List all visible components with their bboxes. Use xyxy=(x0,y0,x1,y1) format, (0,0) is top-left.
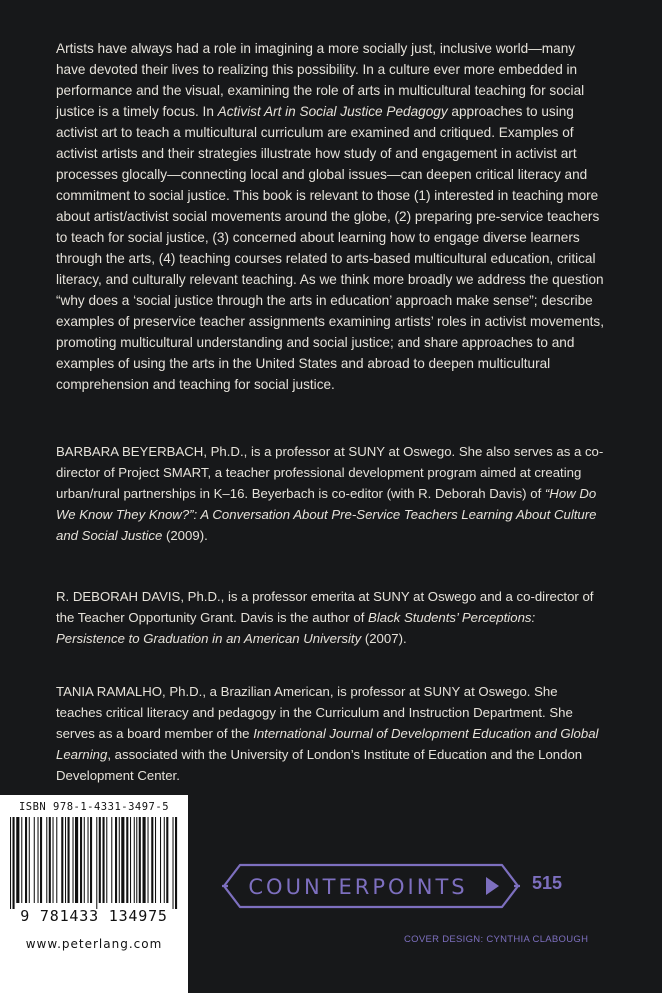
bio-text: , Ph.D., a Brazilian American, is professor at SUNY at Oswego. She teaches critical literacy and pedagogy in the Curriculum and Instruction Department. She serves as a board member of the xyxy=(56,684,573,741)
series-number: 515 xyxy=(532,873,563,893)
counterpoints-logo-text: COUNTERPOINTS xyxy=(248,875,468,899)
back-cover-blurb xyxy=(56,38,604,395)
barcode-digits: 9 781433 134975 xyxy=(20,907,168,925)
bio-text-end: , associated with the University of London’s Institute of Education and the London Development Center. xyxy=(56,747,583,783)
author-name: R. DEBORAH DAVIS xyxy=(56,589,181,604)
play-arrow-icon xyxy=(486,877,499,895)
publisher-website: www.peterlang.com xyxy=(25,937,163,951)
author-bio-beyerbach xyxy=(56,441,604,546)
isbn-label: ISBN 978-1-4331-3497-5 xyxy=(18,801,170,813)
author-bio-ramalho xyxy=(56,681,604,786)
author-bio-davis xyxy=(56,586,604,649)
blurb-text-part1: Artists have always had a role in imagining a more socially just, inclusive world—many have devoted their lives to realizing this possibility. In a culture ever more embedded in performance and the visual, examining the role of arts in multicultural teaching for social justice is a timely focus. In xyxy=(56,41,585,119)
bio-book-title: “How Do We Know They Know?”: A Conversation About Pre-Service Teachers Learning About Culture and Social Justice xyxy=(56,486,597,543)
blurb-book-title: Activist Art in Social Justice Pedagogy xyxy=(217,104,448,119)
counterpoints-series-logo xyxy=(218,855,524,917)
author-name: BARBARA BEYERBACH xyxy=(56,444,204,459)
blurb-text-part2: approaches to using activist art to teach a multicultural curriculum are examined and critiqued. Examples of activist artists and their strategies illustrate how study of and engagement in activist art processes glocally—connecting local and global issues—can deepen critical literacy and commitment to social justice. This book is relevant to those (1) interested in teaching more about artist/activist social movements around the globe, (2) preparing pre-service teachers to teach for social justice, (3) concerned about learning how to engage diverse learners through the arts, (4) teaching courses related to arts-based multicultural education, critical literacy, and culturally relevant teaching. As we think more broadly we address the question “why does a ‘social justice through the arts in education’ approach make sense”; describe examples of preservice teacher assignments examining artists’ roles in activist movements, promoting multicultural understanding and social justice; and share approaches to and examples of using the arts in the United States and abroad to deepen multicultural comprehension and teaching for social justice. xyxy=(56,104,604,392)
bio-text: , Ph.D., is a professor at SUNY at Oswego. She also serves as a co-director of Project SMART, a teacher professional development program aimed at creating urban/rural partnerships in K–16. Beyerbach is co-editor (with R. Deborah Davis) of xyxy=(56,444,604,501)
bio-journal-title: International Journal of Development Education and Global Learning xyxy=(56,726,599,762)
cover-design-credit: COVER DESIGN: CYNTHIA CLABOUGH xyxy=(404,934,589,945)
bio-book-title: Black Students’ Perceptions: Persistence to Graduation in an American University xyxy=(56,610,536,646)
author-name: TANIA RAMALHO xyxy=(56,684,163,699)
bio-text: , Ph.D., is a professor emerita at SUNY at Oswego and a co-director of the Teacher Opportunity Grant. Davis is the author of xyxy=(56,589,594,625)
bio-text-end: (2009). xyxy=(162,528,208,543)
bio-text-end: (2007). xyxy=(361,631,407,646)
barcode-panel xyxy=(0,795,188,993)
barcode-icon xyxy=(6,817,182,909)
